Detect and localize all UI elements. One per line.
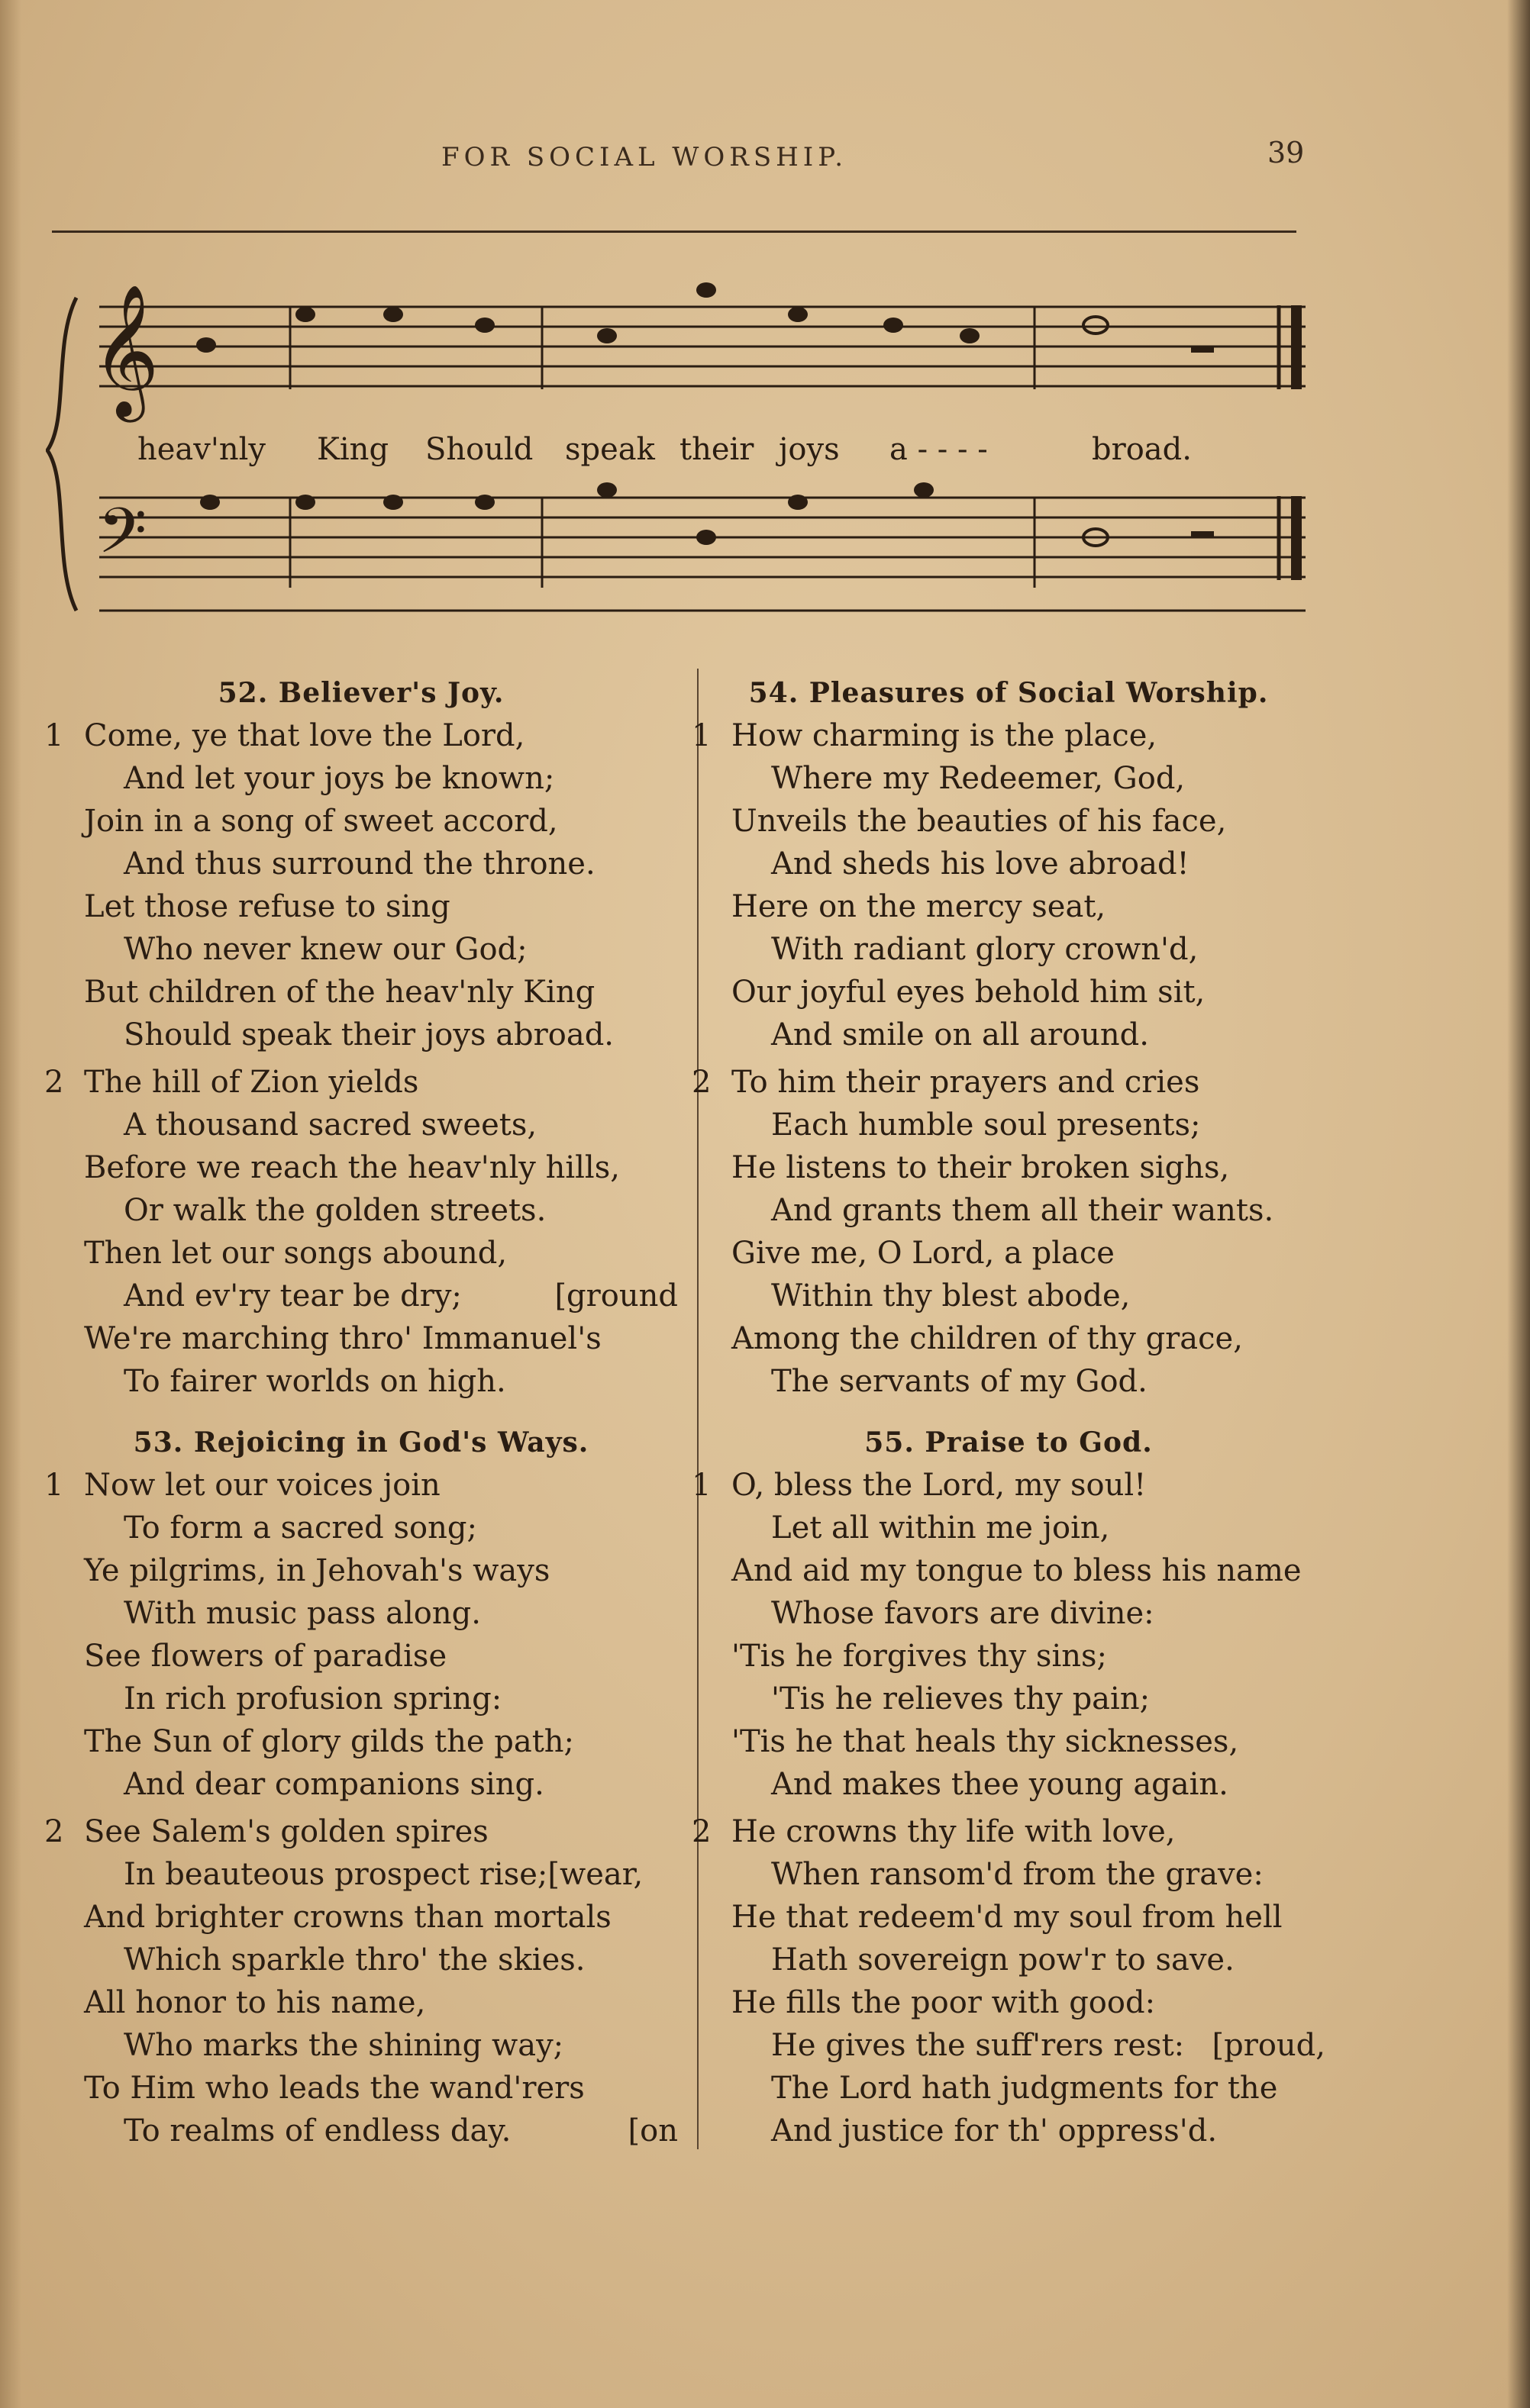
verse-line: 'Tis he forgives thy sins;: [731, 1639, 1108, 1674]
verse-number: 1: [44, 1468, 64, 1503]
verse-line: Within thy blest abode,: [771, 1278, 1131, 1314]
verse-line: Let all within me join,: [771, 1510, 1110, 1546]
line-text: Come, ye that love the Lord,: [84, 718, 525, 753]
verse-line: And let your joys be known;: [124, 761, 555, 796]
carried-over-word: [proud,: [1212, 2028, 1325, 2063]
header-rule: [52, 230, 1296, 233]
lyric-syllable: a - - - -: [889, 432, 988, 467]
hymn-title: 52. Believer's Joy.: [218, 677, 505, 709]
line-text: He crowns thy life with love,: [731, 1814, 1176, 1849]
verse-line: Which sparkle thro' the skies.: [124, 1942, 586, 1978]
verse-1: [692, 1464, 1325, 1806]
verse-line: Unveils the beauties of his face,: [731, 804, 1227, 839]
verse-line: Before we reach the heav'nly hills,: [84, 1150, 620, 1185]
verse-line: In rich profusion spring:: [124, 1681, 502, 1717]
verse-line: We're marching thro' Immanuel's: [84, 1321, 602, 1356]
verse-line: And dear companions sing.: [124, 1767, 544, 1802]
verse-2: [692, 1810, 1325, 2152]
verse-line: Then let our songs abound,: [84, 1236, 508, 1271]
verse-number: 1: [44, 718, 64, 753]
hymn-54: [692, 672, 1325, 1403]
music-score: [46, 275, 1328, 633]
verse-line: [44, 1464, 678, 1507]
carried-over-word: [ground: [554, 1278, 678, 1314]
verse-line: And justice for th' oppress'd.: [771, 2113, 1218, 2149]
verse-line: [692, 1810, 1325, 1853]
verse-line: The Lord hath judgments for the: [771, 2071, 1278, 2106]
verse-line: And grants them all their wants.: [771, 1193, 1274, 1228]
verse-line: [44, 714, 678, 757]
verse-line: With music pass along.: [124, 1596, 481, 1631]
verse-line: [692, 1464, 1325, 1507]
verse-line: In beauteous prospect rise;[wear,: [124, 1857, 644, 1892]
hymn-title: 55. Praise to God.: [864, 1426, 1153, 1459]
verse-line: Hath sovereign pow'r to save.: [771, 1942, 1235, 1978]
verse-line: And smile on all around.: [771, 1017, 1149, 1052]
running-head: FOR SOCIAL WORSHIP.: [441, 142, 848, 172]
verse-1: [44, 714, 678, 1056]
line-text: O, bless the Lord, my soul!: [731, 1468, 1147, 1503]
verse-number: 2: [692, 1814, 712, 1849]
verse-line: [692, 2024, 1325, 2067]
hymn-52: [44, 672, 678, 1403]
line-text: See Salem's golden spires: [84, 1814, 489, 1849]
verse-line: [44, 2110, 678, 2152]
verse-line: Should speak their joys abroad.: [124, 1017, 615, 1052]
right-column: [692, 672, 1325, 2152]
verse-line: And aid my tongue to bless his name: [731, 1553, 1302, 1588]
page-edge-shadow-left: [0, 0, 21, 2408]
page-number: 39: [1267, 136, 1305, 169]
lyric-syllable: Should: [425, 432, 534, 467]
verse-line: See flowers of paradise: [84, 1639, 447, 1674]
verse-line: Our joyful eyes behold him sit,: [731, 975, 1206, 1010]
verse-line: He listens to their broken sighs,: [731, 1150, 1230, 1185]
line-text: To realms of endless day.: [124, 2113, 512, 2149]
verse-number: 1: [692, 1468, 712, 1503]
lyric-syllable: King: [317, 432, 389, 467]
verse-line: Or walk the golden streets.: [124, 1193, 547, 1228]
music-lyrics: [137, 432, 1192, 467]
verse-number: 2: [44, 1065, 64, 1100]
verse-line: Where my Redeemer, God,: [771, 761, 1186, 796]
verse-line: All honor to his name,: [84, 1985, 426, 2020]
line-text: He gives the suff'rers rest:: [771, 2028, 1185, 2063]
verse-line: He that redeem'd my soul from hell: [731, 1900, 1283, 1935]
verse-line: The servants of my God.: [771, 1364, 1148, 1399]
verse-line: The Sun of glory gilds the path;: [84, 1724, 575, 1759]
verse-line: 'Tis he relieves thy pain;: [771, 1681, 1151, 1717]
verse-number: 2: [692, 1065, 712, 1100]
lyric-syllable: joys: [779, 432, 840, 467]
verse-line: [44, 1061, 678, 1104]
verse-line: When ransom'd from the grave:: [771, 1857, 1264, 1892]
verse-2: [44, 1810, 678, 2152]
treble-clef-icon: [92, 284, 160, 423]
verse-2: [44, 1061, 678, 1403]
verse-line: Ye pilgrims, in Jehovah's ways: [84, 1553, 550, 1588]
verse-line: He fills the poor with good:: [731, 1985, 1156, 2020]
verse-line: [44, 1275, 678, 1317]
verse-line: Here on the mercy seat,: [731, 889, 1106, 924]
verse-line: Give me, O Lord, a place: [731, 1236, 1115, 1271]
verse-line: Among the children of thy grace,: [731, 1321, 1243, 1356]
verse-line: To form a sacred song;: [124, 1510, 477, 1546]
svg-text:𝄞: 𝄞: [92, 284, 160, 417]
hymn-title: 54. Pleasures of Social Worship.: [748, 677, 1269, 709]
verse-line: [692, 714, 1325, 757]
verse-1: [692, 714, 1325, 1056]
line-text: The hill of Zion yields: [84, 1065, 419, 1100]
hymn-53: [44, 1421, 678, 2152]
verse-line: But children of the heav'nly King: [84, 975, 596, 1010]
page-edge-shadow-right: [1507, 0, 1530, 2408]
line-text: And ev'ry tear be dry;: [124, 1278, 462, 1314]
verse-line: Each humble soul presents;: [771, 1107, 1201, 1143]
line-text: To him their prayers and cries: [731, 1065, 1200, 1100]
verse-line: Join in a song of sweet accord,: [84, 804, 558, 839]
carried-over-word: [on: [628, 2113, 678, 2149]
brace-icon: [47, 298, 76, 611]
bass-clef-icon: [98, 494, 147, 583]
verse-line: Whose favors are divine:: [771, 1596, 1154, 1631]
treble-staff: [99, 307, 1306, 386]
verse-number: 2: [44, 1814, 64, 1849]
treble-notes: [196, 282, 1214, 353]
verse-line: With radiant glory crown'd,: [771, 932, 1199, 967]
lyric-syllable: broad.: [1092, 432, 1192, 467]
verse-line: Who never knew our God;: [124, 932, 528, 967]
svg-text:𝄢: 𝄢: [98, 494, 147, 583]
verse-number: 1: [692, 718, 712, 753]
line-text: How charming is the place,: [731, 718, 1157, 753]
left-column: [44, 672, 678, 2152]
verse-line: [692, 1061, 1325, 1104]
bass-barlines: [290, 496, 1296, 588]
hymn-title: 53. Rejoicing in God's Ways.: [133, 1426, 589, 1459]
verse-2: [692, 1061, 1325, 1403]
verse-line: And makes thee young again.: [771, 1767, 1228, 1802]
verse-line: And sheds his love abroad!: [771, 846, 1189, 882]
verse-line: And thus surround the throne.: [124, 846, 596, 882]
line-text: Now let our voices join: [84, 1468, 441, 1503]
lyric-syllable: their: [679, 432, 754, 467]
verse-line: To Him who leads the wand'rers: [84, 2071, 585, 2106]
verse-line: [44, 1810, 678, 1853]
verse-line: And brighter crowns than mortals: [84, 1900, 612, 1935]
verse-line: Let those refuse to sing: [84, 889, 450, 924]
lyric-syllable: speak: [565, 432, 655, 467]
verse-line: 'Tis he that heals thy sicknesses,: [731, 1724, 1239, 1759]
verse-1: [44, 1464, 678, 1806]
verse-line: A thousand sacred sweets,: [124, 1107, 537, 1143]
verse-line: Who marks the shining way;: [124, 2028, 564, 2063]
verse-line: To fairer worlds on high.: [124, 1364, 506, 1399]
hymn-55: [692, 1421, 1325, 2152]
lyric-syllable: heav'nly: [137, 432, 266, 467]
